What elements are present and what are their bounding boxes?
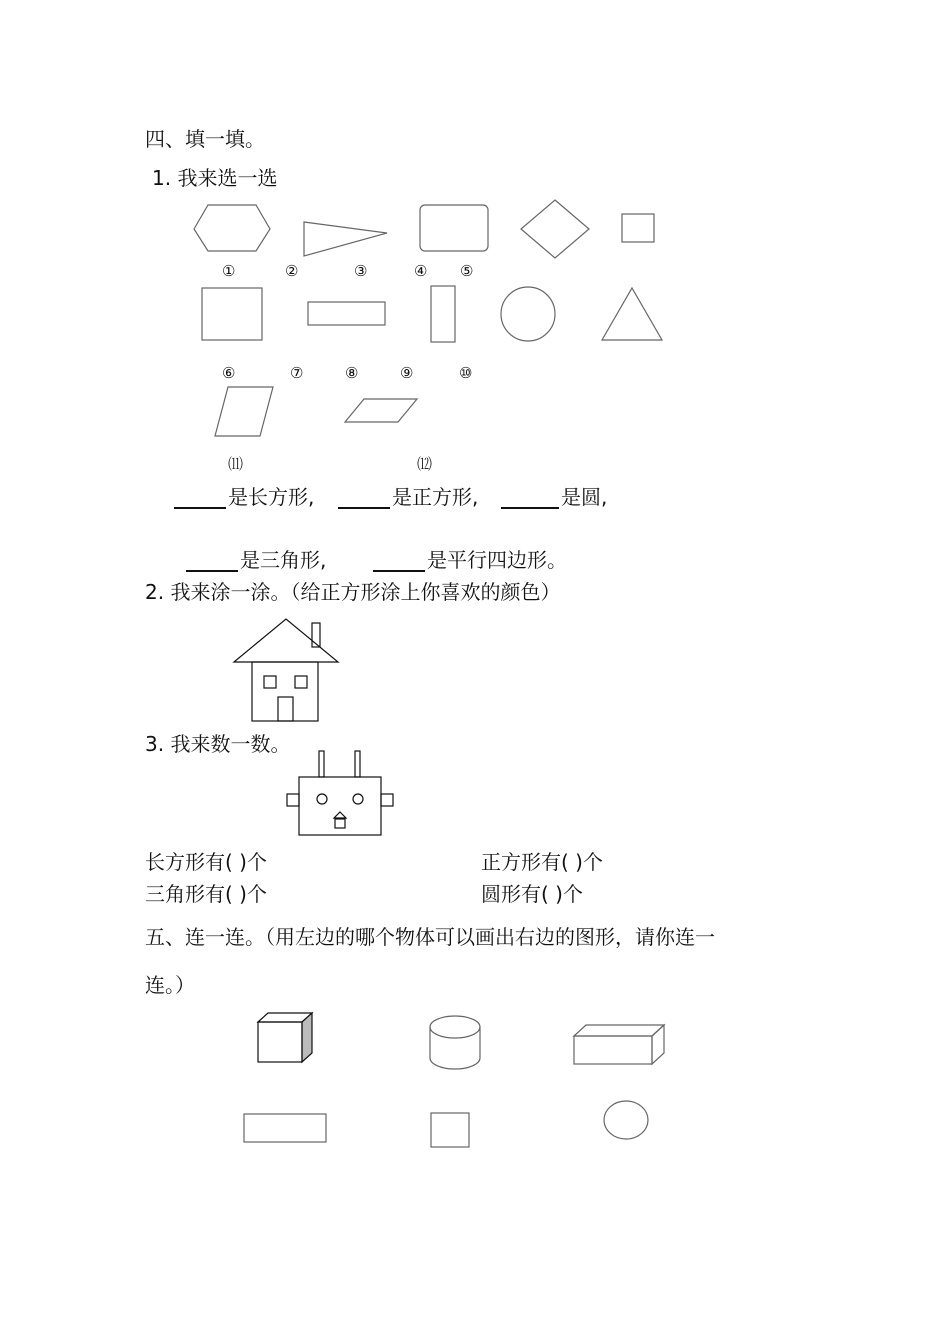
cylinder-object bbox=[430, 1016, 480, 1069]
q3-title: 3. 我来数一数。 bbox=[145, 732, 291, 756]
parallelogram-shape-2 bbox=[345, 399, 417, 422]
label-4: ④ bbox=[414, 262, 428, 280]
label-11: ⑾ bbox=[228, 455, 244, 473]
tall-rectangle-shape bbox=[431, 286, 455, 342]
circle-shape bbox=[501, 287, 555, 341]
triangle-count: 三角形有( )个 bbox=[145, 882, 267, 906]
label-2: ② bbox=[285, 262, 299, 280]
section5-heading-line2: 连。） bbox=[145, 973, 195, 997]
label-9: ⑨ bbox=[400, 364, 414, 382]
section5-heading-line1: 五、连一连。（用左边的哪个物体可以画出右边的图形，请你连一 bbox=[145, 925, 715, 949]
triangle-shape bbox=[602, 288, 662, 340]
parallelogram-shape-1 bbox=[215, 387, 273, 436]
q1-title: 1. 我来选一选 bbox=[152, 166, 278, 190]
answer-blank-circle[interactable] bbox=[501, 487, 559, 509]
diamond-shape bbox=[521, 200, 589, 258]
section4-heading: 四、填一填。 bbox=[145, 127, 265, 151]
robot-drawing bbox=[287, 751, 393, 835]
circle-figure bbox=[604, 1101, 648, 1139]
rectangle-figure bbox=[244, 1114, 326, 1142]
long-rectangle-shape bbox=[308, 302, 385, 325]
small-square-shape bbox=[622, 214, 654, 242]
label-10: ⑩ bbox=[459, 364, 473, 382]
label-1: ① bbox=[222, 262, 236, 280]
label-5: ⑤ bbox=[460, 262, 474, 280]
square-figure bbox=[431, 1113, 469, 1147]
cube-object bbox=[258, 1013, 312, 1062]
label-6: ⑥ bbox=[222, 364, 236, 382]
fill-line-rectangle: 是长方形, bbox=[174, 485, 314, 509]
answer-blank-rectangle[interactable] bbox=[174, 487, 226, 509]
answer-blank-parallelogram[interactable] bbox=[373, 550, 425, 572]
triangle-thin-shape bbox=[304, 222, 387, 256]
circle-count: 圆形有( )个 bbox=[481, 882, 583, 906]
square-shape bbox=[202, 288, 262, 340]
fill-line-parallelogram: 是平行四边形。 bbox=[373, 548, 567, 572]
square-count: 正方形有( )个 bbox=[481, 850, 603, 874]
fill-line-square: 是正方形, bbox=[338, 485, 478, 509]
fill-line-triangle: 是三角形, bbox=[186, 548, 326, 572]
answer-blank-triangle[interactable] bbox=[186, 550, 238, 572]
label-7: ⑦ bbox=[290, 364, 304, 382]
rounded-rectangle-shape bbox=[420, 205, 488, 251]
fill-line-circle: 是圆, bbox=[501, 485, 607, 509]
house-drawing bbox=[234, 619, 338, 721]
label-3: ③ bbox=[354, 262, 368, 280]
cuboid-object bbox=[574, 1025, 664, 1064]
label-12: ⑿ bbox=[417, 455, 433, 473]
rectangle-count: 长方形有( )个 bbox=[145, 850, 267, 874]
label-8: ⑧ bbox=[345, 364, 359, 382]
hexagon-shape bbox=[194, 205, 270, 251]
q2-title: 2. 我来涂一涂。（给正方形涂上你喜欢的颜色） bbox=[145, 580, 561, 604]
answer-blank-square[interactable] bbox=[338, 487, 390, 509]
